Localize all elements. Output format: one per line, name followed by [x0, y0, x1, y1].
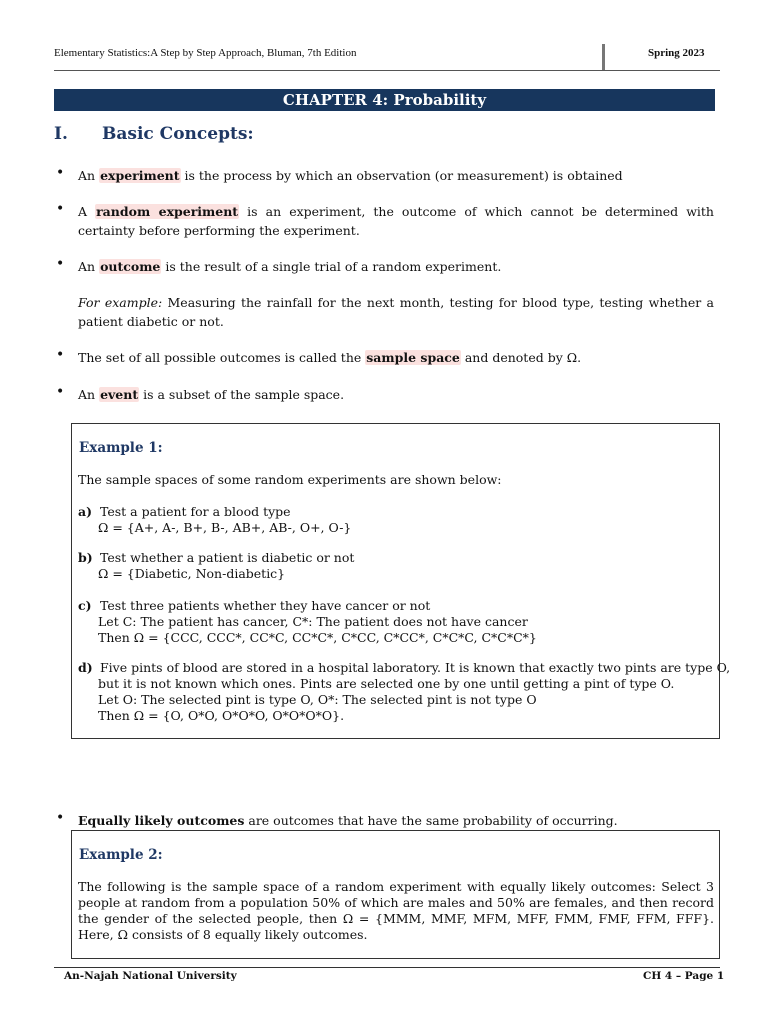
example-1-item-c: c) Test three patients whether they have cancer or not Let C: The patient has cancer, C*: The patient does not have cancer Then Ω = {CCC, CCC*, CC*C, CC*C*, C*CC, C*CC*, C*C*C, C*C*C*} — [78, 598, 537, 645]
example-1-intro: The sample spaces of some random experiments are shown below: — [78, 472, 502, 487]
term-highlight: event — [100, 387, 139, 402]
header-divider — [602, 44, 605, 71]
term-highlight: experiment — [100, 168, 180, 183]
term-highlight: outcome — [100, 259, 161, 274]
bullet-event: An event is a subset of the sample space. — [78, 387, 345, 402]
example-2-text: The following is the sample space of a random experiment with equally likely outcomes: Select 3 people at random from a population 50% of which are males and 50% are females, and then record the gender of the selected people, then Ω = {MMM, MMF, MFM, MFF, FMM, FMF, FFM, FFF}. Here, Ω consists of 8 equally likely outcomes. — [78, 879, 714, 942]
footer-page-number: CH 4 – Page 1 — [643, 970, 725, 982]
example-1-title: Example 1: — [79, 440, 163, 456]
bullet-outcome: An outcome is the result of a single trial of a random experiment. — [78, 259, 502, 274]
example-2-box — [71, 830, 720, 959]
chapter-title: CHAPTER 4: Probability — [54, 89, 715, 111]
term-highlight: sample space — [366, 350, 460, 365]
bullet-icon: • — [56, 347, 65, 363]
example-1-item-b: b) Test whether a patient is diabetic or not Ω = {Diabetic, Non-diabetic} — [78, 550, 355, 581]
footer-rule — [54, 967, 720, 968]
bullet-random-experiment: A random experiment is an experiment, the outcome of which cannot be determined with certainty before performing the experiment. — [78, 204, 714, 238]
bullet-icon: • — [56, 165, 65, 181]
header-rule — [54, 70, 720, 71]
bullet-icon: • — [56, 256, 65, 272]
bullet-icon: • — [56, 384, 65, 400]
bullet-icon: • — [56, 810, 65, 826]
bullet-experiment: An experiment is the process by which an observation (or measurement) is obtained — [78, 168, 623, 183]
term-highlight: random experiment — [96, 204, 239, 219]
example-1-item-d: d) Five pints of blood are stored in a hospital laboratory. It is known that exactly two pints are type O, but it is not known which ones. Pints are selected one by one until getting a pint of type O. Let O: The selected pint is type O, O*: The selected pint is not type O Then Ω = {O, O*O, O*O*O, O*O*O*O}. — [78, 660, 731, 723]
for-example-paragraph: For example: Measuring the rainfall for the next month, testing for blood type, testing whether a patient diabetic or not. — [78, 295, 715, 329]
footer-university: An-Najah National University — [64, 970, 237, 982]
example-1-item-a: a) Test a patient for a blood type Ω = {A+, A-, B+, B-, AB+, AB-, O+, O-} — [78, 504, 352, 535]
bullet-icon: • — [56, 201, 65, 217]
section-title: Basic Concepts: — [102, 124, 254, 144]
bullet-equally-likely: Equally likely outcomes are outcomes that have the same probability of occurring. — [78, 813, 618, 828]
section-number: I. — [54, 124, 68, 144]
bullet-sample-space: The set of all possible outcomes is called the sample space and denoted by Ω. — [78, 350, 582, 365]
header-book-title: Elementary Statistics:A Step by Step Approach, Bluman, 7th Edition — [54, 47, 357, 59]
example-1-box — [71, 423, 731, 739]
header-term: Spring 2023 — [648, 47, 705, 59]
example-2-title: Example 2: — [79, 847, 163, 863]
